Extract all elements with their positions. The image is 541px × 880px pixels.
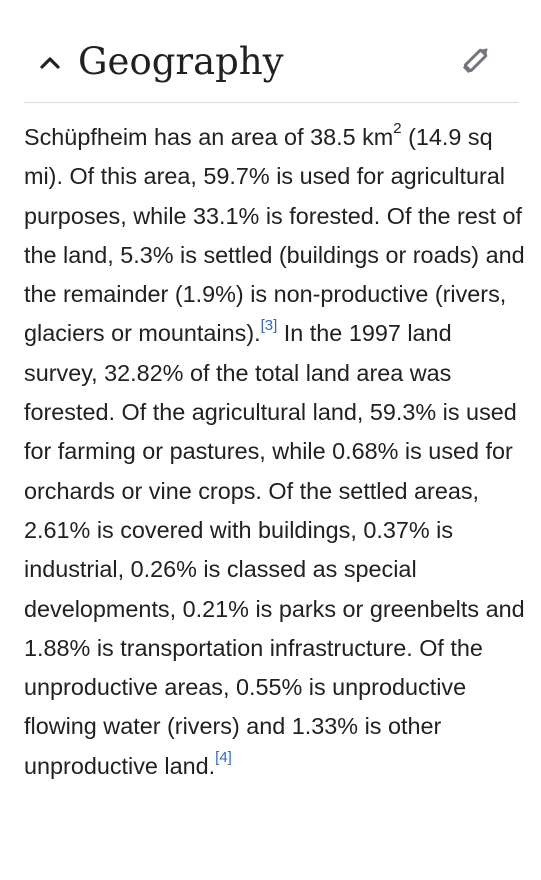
chevron-up-icon[interactable] (38, 54, 62, 70)
paragraph-text-1: Schüpfheim has an area of 38.5 km (24, 124, 394, 150)
reference-link-4[interactable]: [4] (215, 748, 232, 766)
paragraph-text-3: In the 1997 land survey, 32.82% of the total land area was forested. Of the agricultural land, 59.3% is used for farming or pastures, while 0.68% is used for orchards or vine crops. Of the settled areas, 2.61% is covered with buildings, 0.37% is industrial, 0.26% is classed as special developments, 0.21% is parks or greenbelts and 1.88% is transportation infrastructure. Of the unproductive areas, 0.55% is unproductive flowing water (rivers) and 1.33% is other unproductive land. (24, 320, 525, 779)
superscript-2: 2 (393, 120, 402, 138)
reference-link-3[interactable]: [3] (260, 316, 278, 334)
pencil-icon[interactable] (458, 40, 496, 78)
section-paragraph (24, 118, 529, 786)
paragraph-text-2: (14.9 sq mi). Of this area, 59.7% is used for agricultural purposes, while 33.1% is forested. Of the rest of the land, 5.3% is settled (buildings or roads) and the remainder (1.9%) is non-productive (rivers, glaciers or mountains). (24, 124, 525, 347)
section-title: Geography (78, 40, 284, 83)
section-header[interactable] (24, 28, 519, 103)
